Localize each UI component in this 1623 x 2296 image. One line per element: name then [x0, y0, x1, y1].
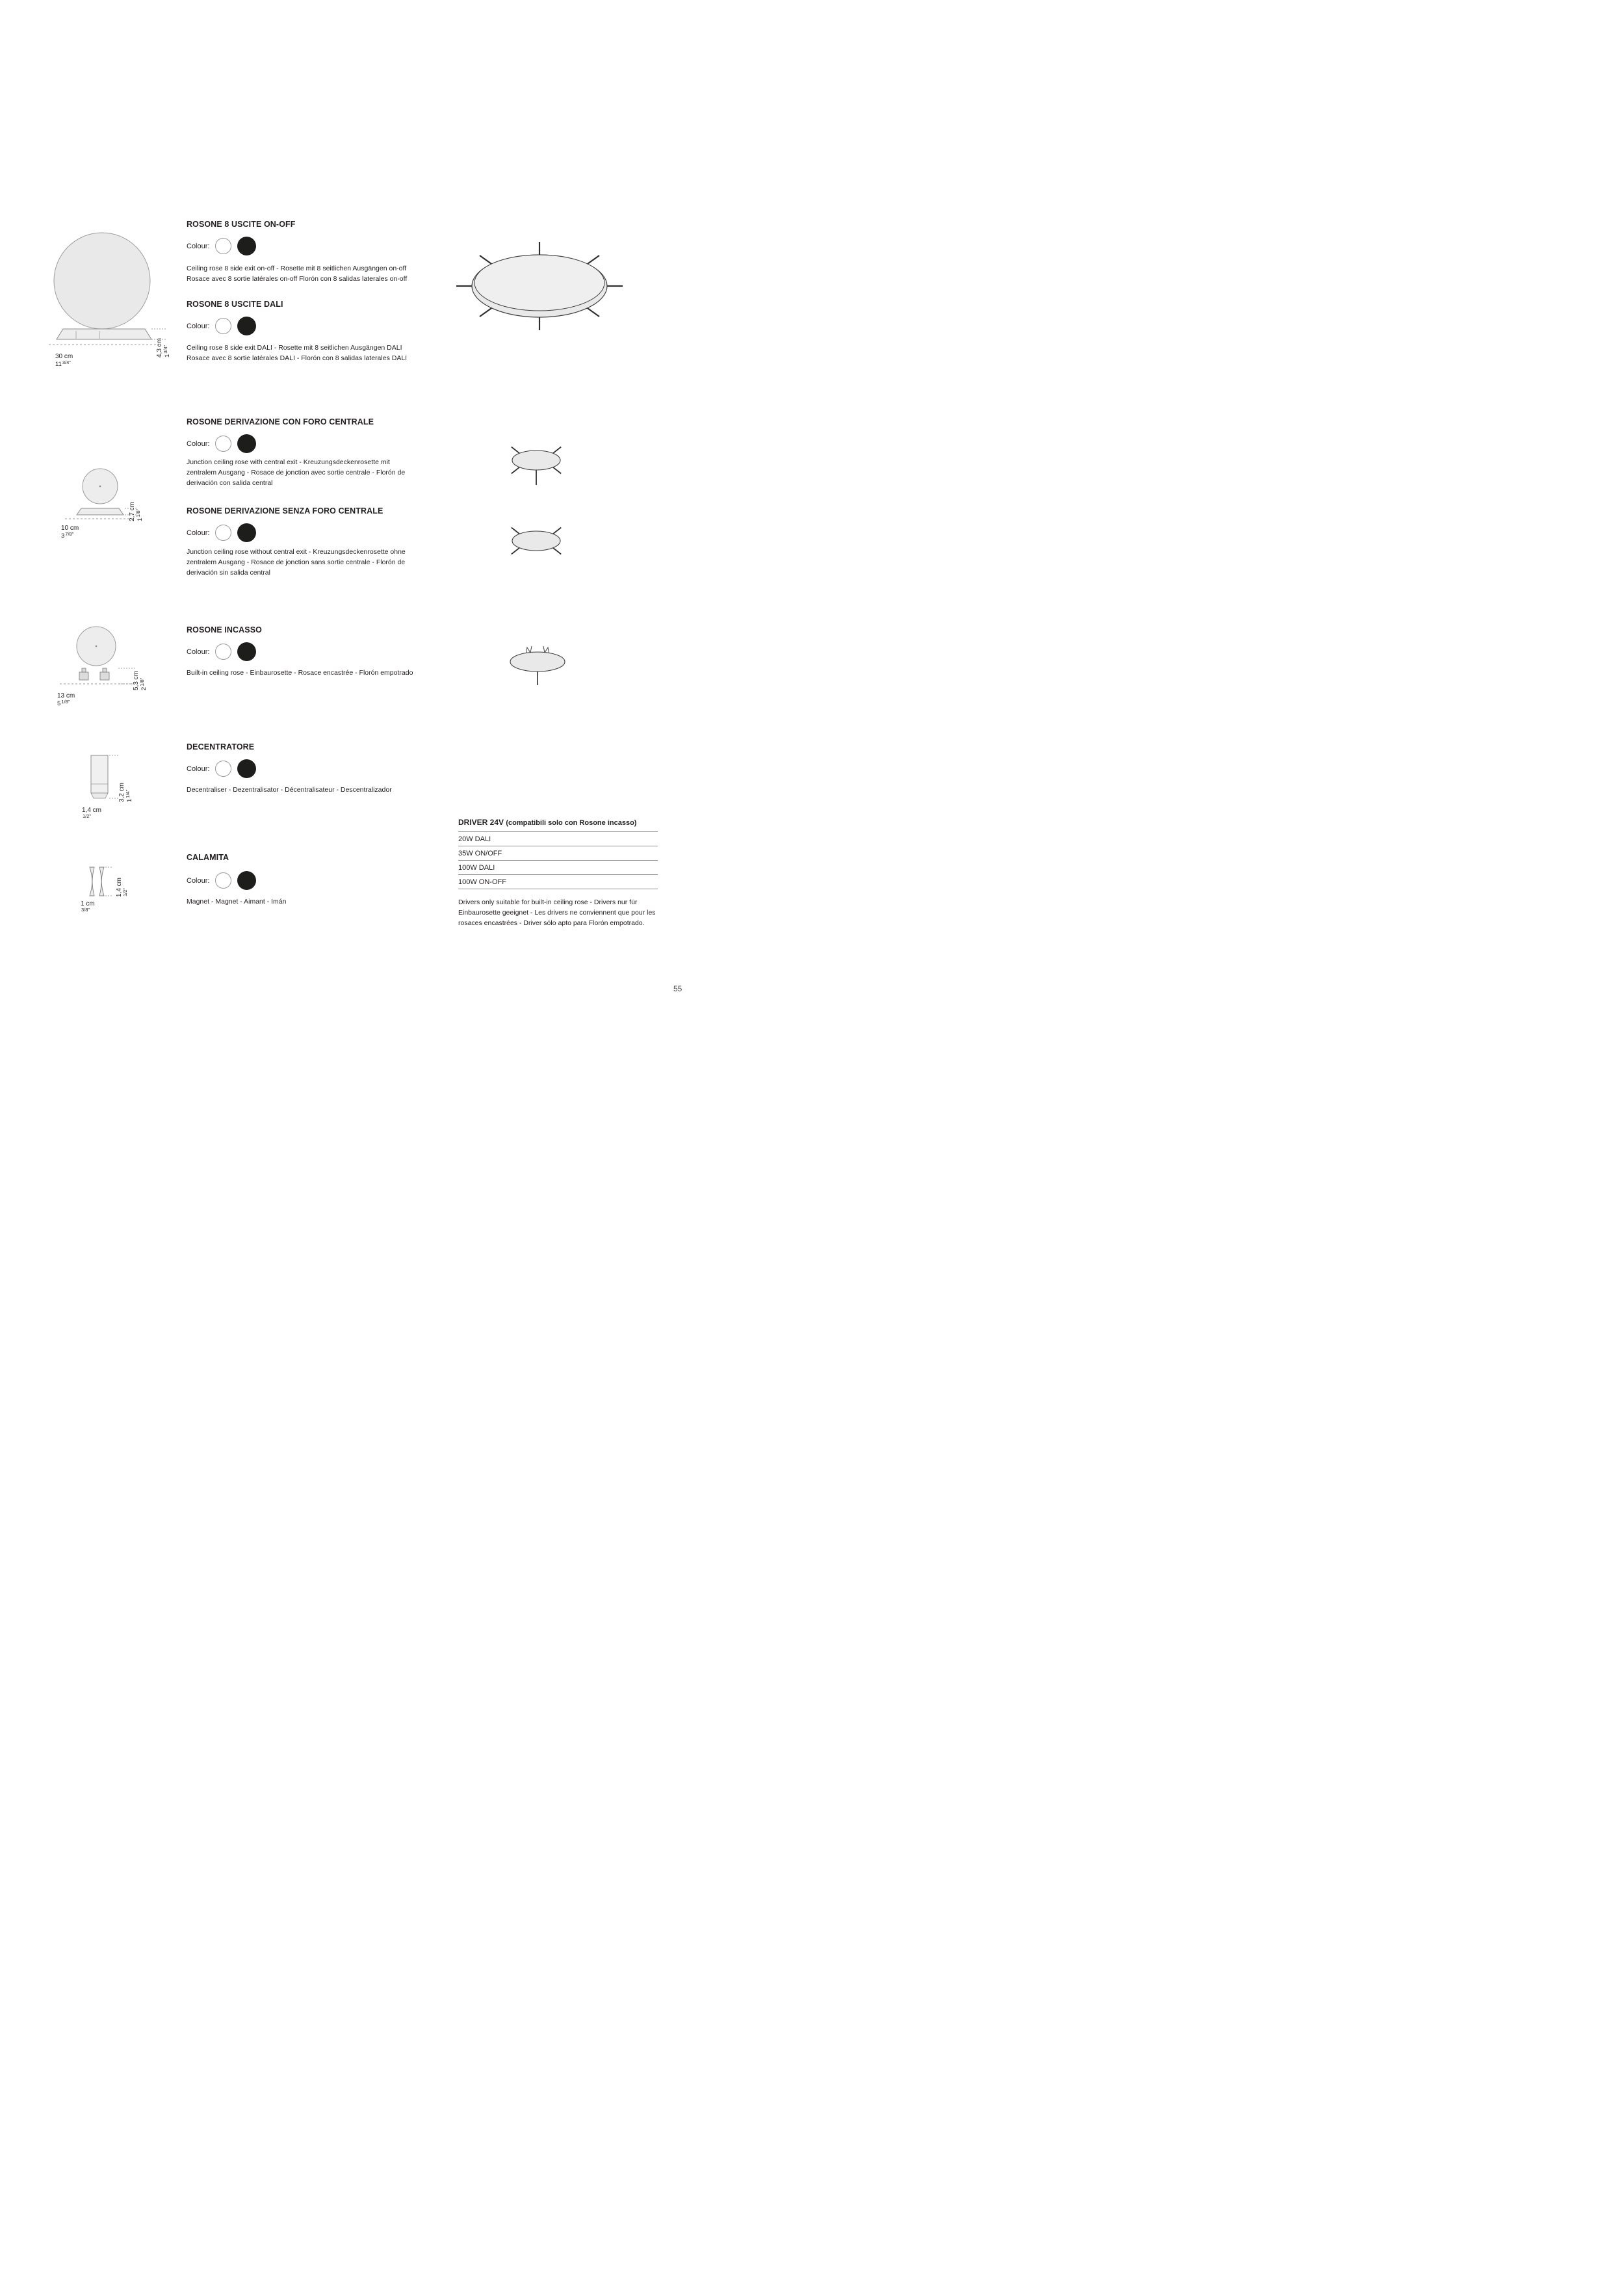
side-profile [77, 508, 123, 515]
height-cm: 1,4 cm [116, 877, 123, 897]
height-dimension [116, 878, 131, 897]
colour-row [187, 317, 256, 335]
derivazione-senza-foro-illustration [497, 517, 578, 569]
width-cm: 10 cm [61, 525, 79, 532]
mounting-clip [79, 672, 88, 680]
height-cm: 4,3 cm [156, 337, 163, 358]
side-profile [57, 329, 151, 339]
colour-swatch-black [237, 871, 256, 890]
colour-swatch-white [215, 436, 231, 452]
rosone-incasso-illustration [496, 640, 580, 686]
width-cm: 1,4 cm [82, 807, 102, 814]
decentratore-technical-drawing [82, 751, 121, 802]
colour-swatch-white [215, 872, 231, 889]
colour-label: Colour: [187, 439, 210, 448]
rosone-8-uscite-illustration [452, 231, 630, 343]
magnet-prong [99, 867, 104, 896]
width-dimension [61, 524, 79, 540]
page-number: 55 [673, 984, 682, 993]
driver-table-note: Drivers only suitable for built-in ceiling rose - Drivers nur für Einbaurosette geeignet - Les drivers ne conviennent que pour les rosaces encastrées - Driver sólo apto para Florón empotrado. [458, 898, 656, 927]
colour-swatch-black [237, 759, 256, 778]
product-title-calamita: CALAMITA [187, 853, 229, 862]
rose-body [510, 652, 565, 672]
colour-label: Colour: [187, 242, 210, 250]
magnet-prong [90, 867, 94, 896]
colour-swatch-white [215, 525, 231, 541]
product-description: Magnet - Magnet - Aimant - Imán [187, 898, 287, 906]
width-inches: $3^{7/8”}$ [61, 531, 74, 540]
colour-label: Colour: [187, 647, 210, 656]
mounting-clip [100, 672, 109, 680]
colour-swatch-white [215, 644, 231, 660]
height-cm: 5,3 cm [133, 670, 140, 690]
colour-swatch-black [237, 523, 256, 542]
width-cm: 1 cm [81, 900, 95, 907]
derivazione-con-foro-illustration [497, 437, 578, 489]
width-dimension [57, 692, 75, 708]
colour-swatch-black [237, 317, 256, 335]
height-inches: $1^{1/4”}$ [125, 789, 133, 802]
colour-swatch-black [237, 237, 256, 255]
product-title-rosone-8-uscite-dali: ROSONE 8 USCITE DALI [187, 300, 283, 309]
height-cm: 3,2 cm [118, 782, 125, 802]
width-inches: 1/2” [83, 813, 91, 819]
calamita-technical-drawing [82, 865, 114, 900]
colour-row [187, 871, 256, 890]
rose-body [512, 450, 560, 470]
product-description: Junction ceiling rose with central exit - Kreuzungsdeckenrosette mit zentralem Ausgang - Rosace de jonction avec sortie centrale - Florón de derivación con salida central [187, 458, 406, 487]
driver-table [458, 818, 658, 928]
colour-swatch-white [215, 238, 231, 254]
driver-option-100w-dali: 100W DALI [458, 861, 658, 875]
width-cm: 13 cm [57, 692, 75, 699]
product-title-rosone-8-uscite-on-off: ROSONE 8 USCITE ON-OFF [187, 220, 296, 229]
product-title-rosone-incasso: ROSONE INCASSO [187, 625, 262, 634]
height-inches: $2^{1/8”}$ [139, 677, 148, 690]
product-description: Junction ceiling rose without central exit - Kreuzungsdeckenrosette ohne zentralem Ausgang - Rosace de jonction sans sortie centrale - Florón de derivación sin salida central [187, 548, 406, 577]
colour-row [187, 523, 256, 542]
product-description: Ceiling rose 8 side exit on-off - Rosette mit 8 seitlichen Ausgängen on-off Rosace avec 8 sortie latérales on-off Florón con 8 salidas laterales on-off [187, 265, 408, 283]
colour-row [187, 434, 256, 453]
catalog-page [0, 0, 715, 1011]
colour-label: Colour: [187, 322, 210, 330]
height-inches: 1/2” [122, 888, 128, 896]
colour-row [187, 759, 256, 778]
width-cm: 30 cm [55, 353, 73, 360]
product-description: Decentraliser - Dezentralisator - Décentralisateur - Descentralizador [187, 786, 392, 794]
driver-title-main: DRIVER 24V [458, 818, 504, 827]
height-dimension [118, 783, 133, 802]
driver-option-20w-dali: 20W DALI [458, 832, 658, 846]
driver-option-100w-onoff: 100W ON-OFF [458, 875, 658, 889]
width-inches: $5^{1/8”}$ [57, 699, 70, 707]
product-title-derivazione-con-foro: ROSONE DERIVAZIONE CON FORO CENTRALE [187, 417, 374, 426]
colour-swatch-white [215, 761, 231, 777]
height-inches: $1^{3/4”}$ [162, 345, 171, 358]
width-dimension [55, 352, 73, 369]
width-dimension [81, 900, 95, 916]
colour-label: Colour: [187, 764, 210, 773]
cylinder-base [91, 793, 108, 798]
colour-row [187, 642, 256, 661]
driver-table-title [458, 818, 658, 832]
colour-label: Colour: [187, 876, 210, 885]
height-cm: 2,7 cm [129, 501, 136, 521]
colour-swatch-black [237, 642, 256, 661]
height-dimension [156, 338, 171, 358]
rose-body [512, 531, 560, 551]
driver-title-subtitle: (compatibili solo con Rosone incasso) [506, 819, 637, 827]
height-dimension [133, 671, 148, 690]
plan-circle [54, 233, 150, 329]
height-dimension [129, 502, 144, 521]
width-inches: 3/8” [81, 907, 90, 913]
colour-label: Colour: [187, 528, 210, 537]
colour-row [187, 237, 256, 255]
width-inches: $11^{3/4”}$ [55, 359, 71, 368]
driver-option-35w-onoff: 35W ON/OFF [458, 846, 658, 861]
height-inches: $1^{1/8”}$ [135, 508, 144, 521]
rose-dome [474, 255, 604, 311]
product-title-derivazione-senza-foro: ROSONE DERIVAZIONE SENZA FORO CENTRALE [187, 506, 383, 515]
cylinder-body [91, 755, 108, 793]
product-title-decentratore: DECENTRATORE [187, 742, 255, 751]
product-description: Ceiling rose 8 side exit DALI - Rosette mit 8 seitlichen Ausgängen DALI Rosace avec 8 sortie latérales DALI - Florón con 8 salidas laterales DALI [187, 344, 408, 362]
colour-swatch-white [215, 318, 231, 334]
colour-swatch-black [237, 434, 256, 453]
product-description: Built-in ceiling rose - Einbaurosette - Rosace encastrée - Florón empotrado [187, 669, 413, 677]
width-dimension [82, 806, 101, 822]
